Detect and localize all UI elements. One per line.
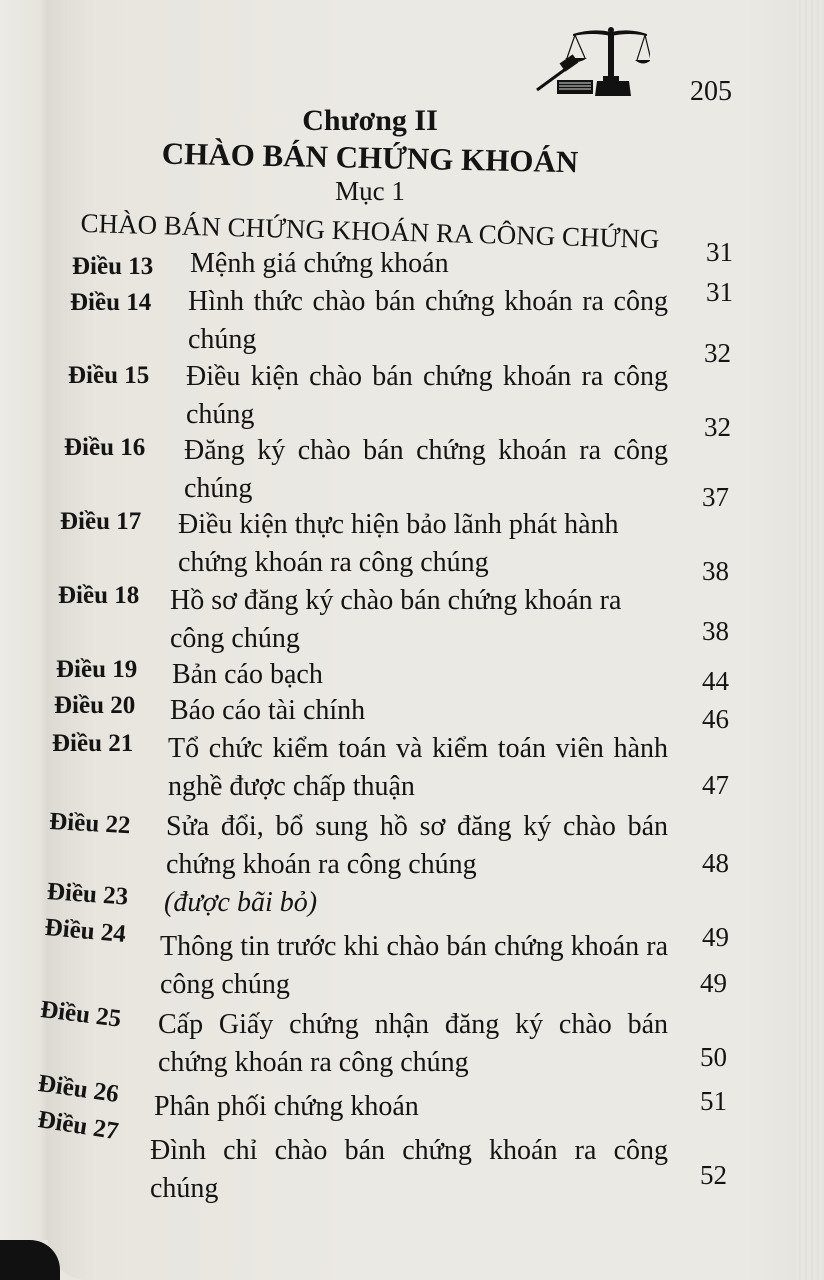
article-page: 44 <box>702 666 729 696</box>
article-page: 37 <box>702 482 729 512</box>
article-page: 32 <box>704 338 731 368</box>
article-title: Thông tin trước khi chào bán chứng khoán ra công chúng <box>160 931 668 1000</box>
article-label: Điều 13 <box>72 253 154 280</box>
article-page: 48 <box>702 848 729 878</box>
article-label: Điều 15 <box>68 362 150 389</box>
chapter-title: CHÀO BÁN CHỨNG KHOÁN <box>161 135 579 180</box>
article-label: Điều 19 <box>56 656 138 683</box>
article-title: Tổ chức kiểm toán và kiểm toán viên hành nghề được chấp thuận <box>168 733 668 802</box>
article-label: Điều 23 <box>46 878 130 911</box>
article-title: Cấp Giấy chứng nhận đăng ký chào bán chứng khoán ra công chúng <box>158 1009 668 1078</box>
article-label: Điều 26 <box>36 1070 121 1109</box>
article-label: Điều 22 <box>48 808 132 840</box>
page-number: 205 <box>690 76 732 107</box>
article-page: 47 <box>702 770 729 800</box>
article-title: Đình chỉ chào bán chứng khoán ra công chúng <box>150 1135 668 1204</box>
article-page: 31 <box>706 237 733 267</box>
article-page: 49 <box>702 922 729 952</box>
article-title: Bản cáo bạch <box>172 659 323 690</box>
article-label: Điều 14 <box>70 289 152 316</box>
article-title: Hình thức chào bán chứng khoán ra công chúng <box>188 286 668 355</box>
article-title: Điều kiện chào bán chứng khoán ra công chúng <box>186 361 668 430</box>
article-title: Đăng ký chào bán chứng khoán ra công chúng <box>184 435 668 504</box>
article-title: Hồ sơ đăng ký chào bán chứng khoán ra công chúng <box>170 585 622 654</box>
article-page: 52 <box>700 1160 727 1190</box>
article-title: (được bãi bỏ) <box>164 887 318 918</box>
article-label: Điều 25 <box>38 996 123 1033</box>
article-title: Mệnh giá chứng khoán <box>190 248 449 279</box>
article-page: 50 <box>700 1042 727 1072</box>
article-page: 38 <box>702 556 729 586</box>
chapter-number: Chương II <box>302 104 438 137</box>
article-page: 31 <box>706 277 733 307</box>
article-title: Báo cáo tài chính <box>170 695 366 726</box>
page-stack-edges <box>796 0 824 1280</box>
article-page: 32 <box>704 412 731 442</box>
article-label: Điều 17 <box>60 508 142 535</box>
scales-of-justice-gavel-icon <box>535 20 650 98</box>
article-label: Điều 24 <box>43 914 127 948</box>
article-page: 51 <box>700 1086 727 1116</box>
article-page: 38 <box>702 616 729 646</box>
article-title: Điều kiện thực hiện bảo lãnh phát hành chứng khoán ra công chúng <box>178 509 619 578</box>
article-page: 49 <box>700 968 727 998</box>
article-label: Điều 20 <box>54 692 136 719</box>
article-label: Điều 16 <box>64 434 146 461</box>
section-number: Mục 1 <box>335 176 405 206</box>
article-label: Điều 18 <box>58 582 140 609</box>
article-label: Điều 27 <box>35 1106 121 1146</box>
section-title: CHÀO BÁN CHỨNG KHOÁN RA CÔNG CHỨNG <box>80 207 660 255</box>
article-page: 46 <box>702 704 729 734</box>
article-title: Phân phối chứng khoán <box>154 1091 419 1122</box>
article-title: Sửa đổi, bổ sung hồ sơ đăng ký chào bán chứng khoán ra công chúng <box>166 811 668 880</box>
article-label: Điều 21 <box>52 730 134 757</box>
